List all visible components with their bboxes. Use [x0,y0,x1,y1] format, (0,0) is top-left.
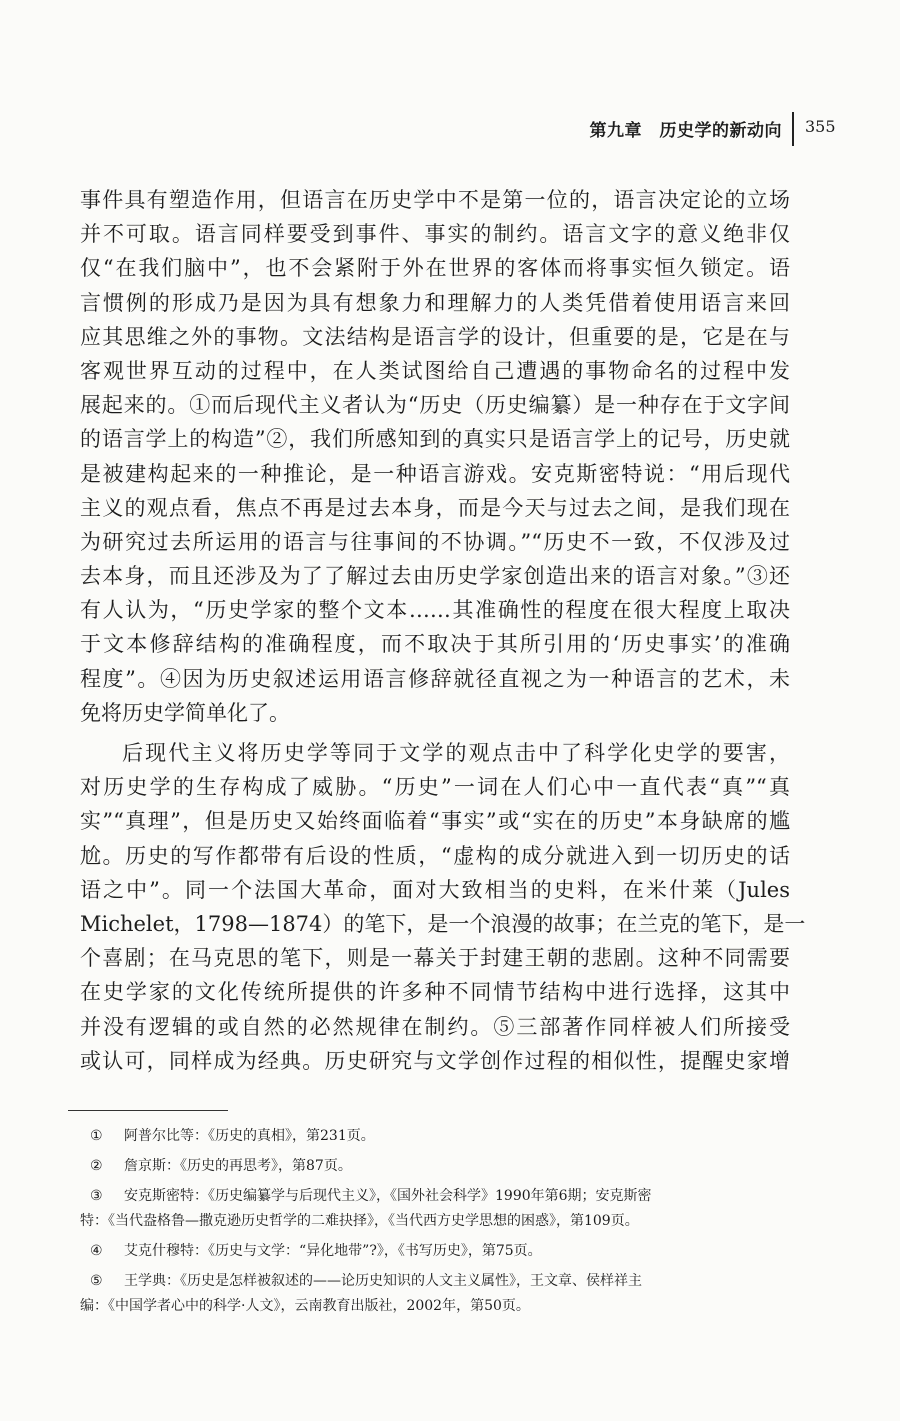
text-line: 展起来的。①而后现代主义者认为“历史（历史编纂）是一种存在于文字间 [80,393,790,418]
footnote-3 [80,1184,790,1234]
text-line: Michelet，1798—1874）的笔下，是一个浪漫的故事；在兰克的笔下，是一 [80,911,806,936]
page-number: 355 [805,117,836,136]
text-line: 后现代主义将历史学等同于文学的观点击中了科学化史学的要害， [122,741,790,765]
text-line: 主义的观点看，焦点不再是过去本身，而是今天与过去之间，是我们现在 [80,495,790,520]
text-line: 实”“真理”，但是历史又始终面临着“事实”或“实在的历史”本身缺席的尴 [80,809,790,834]
text-line: 应其思维之外的事物。文法结构是语言学的设计，但重要的是，它是在与 [80,324,790,349]
footnote-text: 艾克什穆特：《历史与文学：“异化地带”?》，《书写历史》，第75页。 [124,1243,542,1259]
chapter-title: 第九章 历史学的新动向 [589,121,782,141]
text-line: 程度”。④因为历史叙述运用语言修辞就径直视之为一种语言的艺术，未 [80,666,790,691]
running-header [0,112,900,146]
text-line: 在史学家的文化传统所提供的许多种不同情节结构中进行选择，这其中 [80,980,790,1005]
footnote-marker: ① [90,1128,103,1144]
text-line: 于文本修辞结构的准确程度，而不取决于其所引用的‘历史事实’的准确 [80,632,790,657]
text-line: 或认可，同样成为经典。历史研究与文学创作过程的相似性，提醒史家增 [80,1048,790,1073]
header-divider [792,112,794,146]
text-line: 并不可取。语言同样要受到事件、事实的制约。语言文字的意义绝非仅 [80,222,790,247]
text-line: 仅“在我们脑中”，也不会紧附于外在世界的客体而将事实恒久锁定。语 [80,256,790,281]
footnote-text: 编：《中国学者心中的科学·人文》，云南教育出版社，2002年，第50页。 [80,1298,530,1314]
text-line: 尬。历史的写作都带有后设的性质，“虚构的成分就进入到一切历史的话 [80,843,790,868]
text-line: 的语言学上的构造”②，我们所感知到的真实只是语言学上的记号，历史就 [80,427,790,452]
paragraph-2 [80,736,806,1078]
footnote-text: 王学典：《历史是怎样被叙述的——论历史知识的人文主义属性》，王文章、侯样祥主 [124,1273,642,1289]
footnote-marker: ③ [90,1188,103,1204]
text-line: 个喜剧；在马克思的笔下，则是一幕关于封建王朝的悲剧。这种不同需要 [80,946,790,971]
footnote-marker: ⑤ [90,1273,103,1289]
text-line: 是被建构起来的一种推论，是一种语言游戏。安克斯密特说：“用后现代 [80,461,790,486]
text-line: 事件具有塑造作用，但语言在历史学中不是第一位的，语言决定论的立场 [80,188,790,212]
body-text [80,183,806,1078]
text-line: 语之中”。同一个法国大革命，面对大致相当的史料，在米什莱（Jules [80,877,790,902]
footnote-text: 特：《当代盎格鲁—撒克逊历史哲学的二难抉择》，《当代西方史学思想的困惑》，第109页。 [80,1213,639,1229]
footnote-rule [68,1110,228,1111]
text-line: 并没有逻辑的或自然的必然规律在制约。⑤三部著作同样被人们所接受 [80,1014,790,1039]
footnote-marker: ② [90,1158,103,1174]
text-line: 为研究过去所运用的语言与往事间的不协调。”“历史不一致，不仅涉及过 [80,529,790,554]
text-line: 客观世界互动的过程中，在人类试图给自己遭遇的事物命名的过程中发 [80,358,790,383]
footnote-text: 阿普尔比等：《历史的真相》，第231页。 [124,1128,375,1144]
footnotes [80,1124,790,1319]
footnote-text: 安克斯密特：《历史编纂学与后现代主义》，《国外社会科学》1990年第6期；安克斯密 [124,1188,652,1204]
footnote-marker: ④ [90,1243,103,1259]
text-line: 有人认为，“历史学家的整个文本……其准确性的程度在很大程度上取决 [80,598,790,623]
footnote-5 [80,1269,790,1319]
text-line: 去本身，而且还涉及为了了解过去由历史学家创造出来的语言对象。”③还 [80,564,790,589]
text-line: 言惯例的形成乃是因为具有想象力和理解力的人类凭借着使用语言来回 [80,290,790,315]
text-line: 免将历史学简单化了。 [80,700,290,725]
footnote-4 [80,1239,790,1264]
footnote-1 [80,1124,790,1149]
footnote-text: 詹京斯：《历史的再思考》，第87页。 [124,1158,352,1174]
footnote-2 [80,1154,790,1179]
paragraph-1 [80,183,790,730]
text-line: 对历史学的生存构成了威胁。“历史”一词在人们心中一直代表“真”“真 [80,775,790,800]
